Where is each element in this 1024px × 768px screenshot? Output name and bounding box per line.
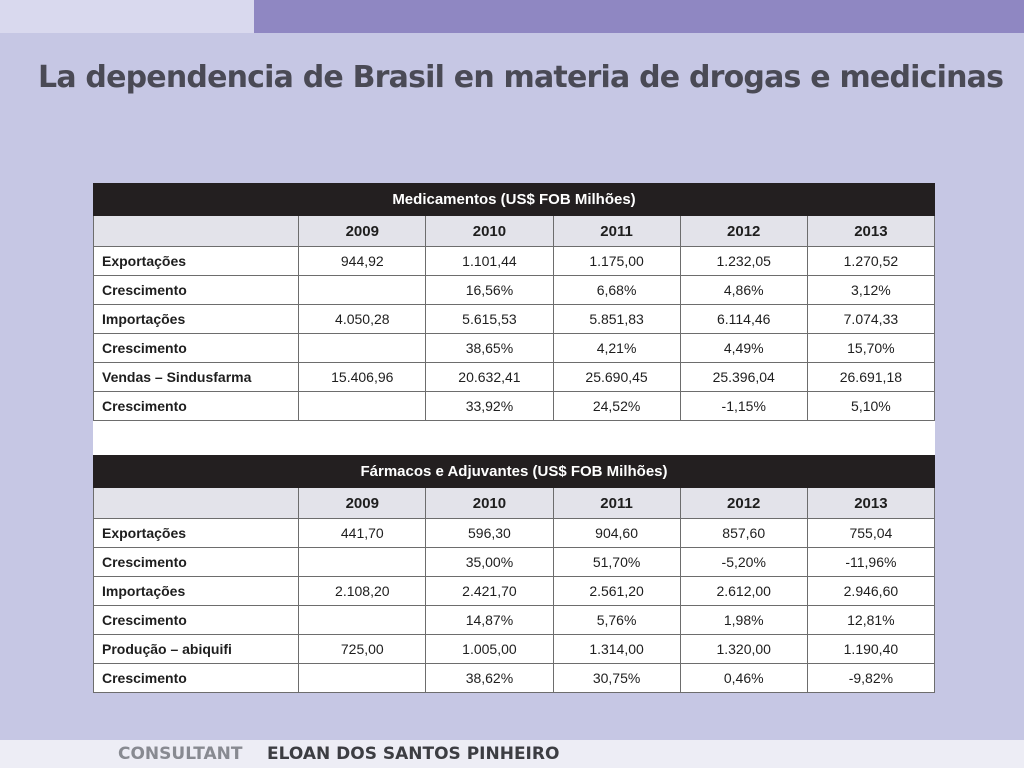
year-header: 2011	[553, 488, 680, 519]
table-cell	[299, 664, 426, 693]
table-cell: 2.612,00	[680, 577, 807, 606]
table-cell: 5.615,53	[426, 305, 553, 334]
row-label: Vendas – Sindusfarma	[94, 363, 299, 392]
table-cell: 5,76%	[553, 606, 680, 635]
table-cell: 1.190,40	[807, 635, 934, 664]
year-header: 2013	[807, 488, 934, 519]
table-cell: 38,65%	[426, 334, 553, 363]
table-cell: 51,70%	[553, 548, 680, 577]
top-bar-left	[0, 0, 254, 33]
row-label: Exportações	[94, 519, 299, 548]
footer-consultant-label: CONSULTANT	[118, 744, 243, 764]
year-header: 2010	[426, 216, 553, 247]
table-header-row	[94, 216, 935, 247]
table-cell: 1,98%	[680, 606, 807, 635]
table-row	[94, 606, 935, 635]
table-cell: 38,62%	[426, 664, 553, 693]
table-cell: 3,12%	[807, 276, 934, 305]
table-cell	[299, 548, 426, 577]
table-cell: 1.270,52	[807, 247, 934, 276]
table-cell: 1.232,05	[680, 247, 807, 276]
row-label: Crescimento	[94, 548, 299, 577]
table-cell: 7.074,33	[807, 305, 934, 334]
row-label: Crescimento	[94, 606, 299, 635]
top-bar-accent	[254, 0, 1024, 33]
table-cell: -5,20%	[680, 548, 807, 577]
footer-author-name: ELOAN DOS SANTOS PINHEIRO	[267, 744, 560, 764]
farmacos-table-panel	[93, 455, 935, 690]
table-cell: 2.421,70	[426, 577, 553, 606]
table-cell	[299, 606, 426, 635]
row-label: Importações	[94, 305, 299, 334]
table-cell: -11,96%	[807, 548, 934, 577]
table-cell: 1.320,00	[680, 635, 807, 664]
table-cell	[299, 276, 426, 305]
table-row	[94, 276, 935, 305]
table-cell: 1.175,00	[553, 247, 680, 276]
table-cell: -1,15%	[680, 392, 807, 421]
table-cell: 596,30	[426, 519, 553, 548]
table-row	[94, 392, 935, 421]
table-cell: 2.108,20	[299, 577, 426, 606]
table-cell: 4.050,28	[299, 305, 426, 334]
table-cell: 25.396,04	[680, 363, 807, 392]
table-cell: 5.851,83	[553, 305, 680, 334]
table-cell: 4,86%	[680, 276, 807, 305]
table-cell: 441,70	[299, 519, 426, 548]
table-row	[94, 635, 935, 664]
table-cell: 33,92%	[426, 392, 553, 421]
slide-title: La dependencia de Brasil en materia de drogas e medicinas	[38, 60, 1004, 95]
table-row	[94, 664, 935, 693]
table-cell: 15.406,96	[299, 363, 426, 392]
table-cell: 35,00%	[426, 548, 553, 577]
table-cell	[299, 392, 426, 421]
row-label: Crescimento	[94, 392, 299, 421]
row-label: Importações	[94, 577, 299, 606]
medicamentos-table	[93, 183, 935, 421]
table-cell	[299, 334, 426, 363]
table-cell: 2.946,60	[807, 577, 934, 606]
table-cell: 26.691,18	[807, 363, 934, 392]
row-label: Crescimento	[94, 334, 299, 363]
table-cell: 2.561,20	[553, 577, 680, 606]
table-cell: 6.114,46	[680, 305, 807, 334]
farmacos-table	[93, 455, 935, 693]
row-label: Produção – abiquifi	[94, 635, 299, 664]
table-cell: 16,56%	[426, 276, 553, 305]
year-header: 2013	[807, 216, 934, 247]
table-cell: 904,60	[553, 519, 680, 548]
table-cell: 20.632,41	[426, 363, 553, 392]
table-cell: 1.101,44	[426, 247, 553, 276]
empty-header-cell	[94, 216, 299, 247]
table-cell: 1.314,00	[553, 635, 680, 664]
table-row	[94, 247, 935, 276]
table-cell: 4,49%	[680, 334, 807, 363]
year-header: 2012	[680, 488, 807, 519]
table-row	[94, 548, 935, 577]
table-cell: 944,92	[299, 247, 426, 276]
year-header: 2010	[426, 488, 553, 519]
table-cell: -9,82%	[807, 664, 934, 693]
table-cell: 857,60	[680, 519, 807, 548]
table-row	[94, 305, 935, 334]
table-cell: 5,10%	[807, 392, 934, 421]
row-label: Exportações	[94, 247, 299, 276]
table-cell: 30,75%	[553, 664, 680, 693]
year-header: 2012	[680, 216, 807, 247]
table-cell: 0,46%	[680, 664, 807, 693]
table-row	[94, 334, 935, 363]
table-cell: 4,21%	[553, 334, 680, 363]
table-cell: 755,04	[807, 519, 934, 548]
table-cell: 6,68%	[553, 276, 680, 305]
year-header: 2009	[299, 488, 426, 519]
year-header: 2011	[553, 216, 680, 247]
table-row	[94, 363, 935, 392]
table-cell: 1.005,00	[426, 635, 553, 664]
table-header-row	[94, 488, 935, 519]
table-cell: 14,87%	[426, 606, 553, 635]
row-label: Crescimento	[94, 664, 299, 693]
table-caption: Fármacos e Adjuvantes (US$ FOB Milhões)	[94, 456, 935, 488]
year-header: 2009	[299, 216, 426, 247]
table-row	[94, 577, 935, 606]
table-cell: 725,00	[299, 635, 426, 664]
table-cell: 25.690,45	[553, 363, 680, 392]
medicamentos-table-panel	[93, 183, 935, 455]
table-cell: 24,52%	[553, 392, 680, 421]
table-row	[94, 519, 935, 548]
table-caption: Medicamentos (US$ FOB Milhões)	[94, 184, 935, 216]
empty-header-cell	[94, 488, 299, 519]
table-cell: 12,81%	[807, 606, 934, 635]
row-label: Crescimento	[94, 276, 299, 305]
table-cell: 15,70%	[807, 334, 934, 363]
